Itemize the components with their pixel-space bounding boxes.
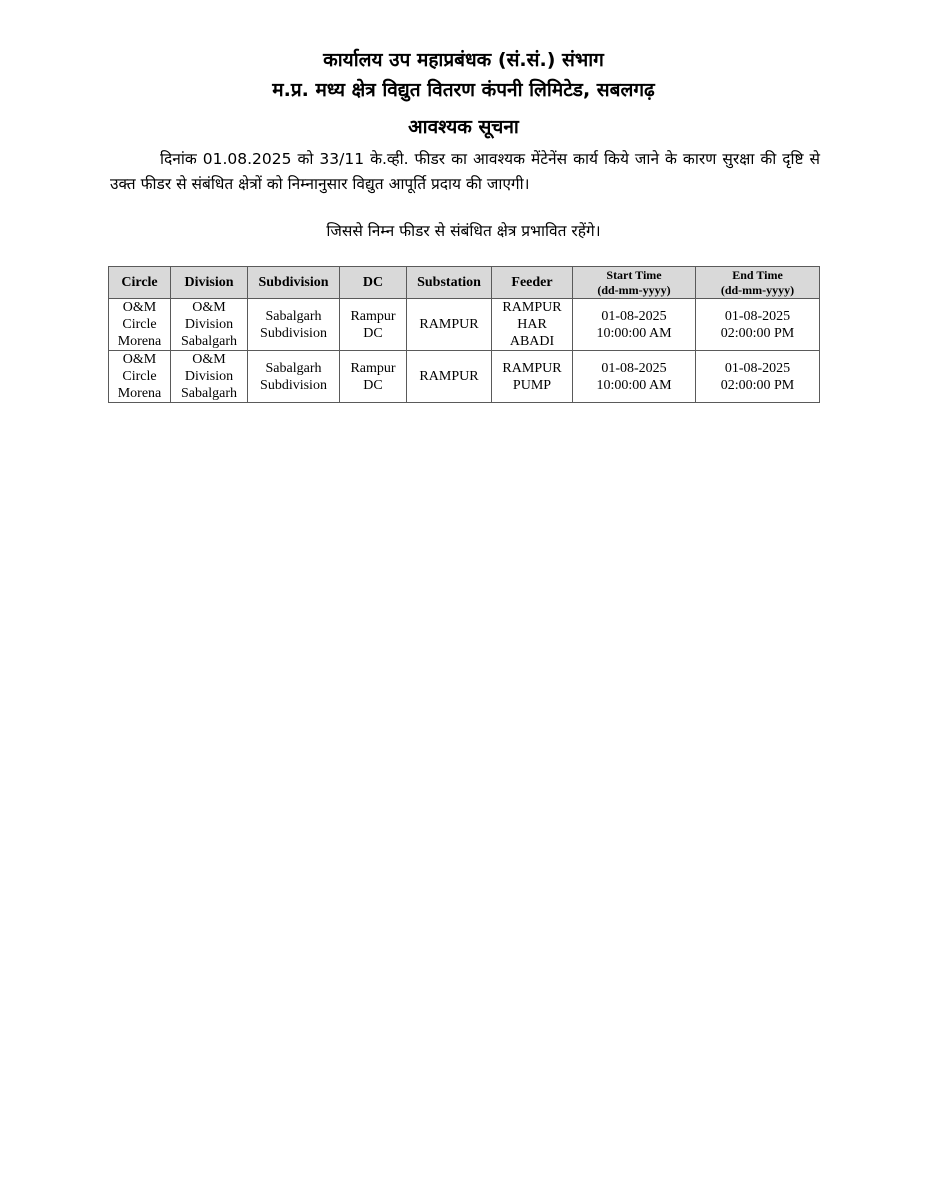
cell-line: O&M (122, 352, 157, 367)
cell-line: Sabalgarh (181, 386, 237, 401)
cell-line: 01-08-2025 (601, 309, 667, 324)
cell-line: Morena (117, 386, 162, 401)
notice-heading: आवश्यक सूचना (408, 116, 519, 138)
cell-line: Division (184, 317, 234, 332)
cell-line: HAR (517, 317, 547, 332)
cell-substation: RAMPUR (407, 299, 492, 351)
cell-line: 01-08-2025 (724, 309, 791, 324)
cell-line: O&M (122, 300, 157, 315)
cell-line: 01-08-2025 (601, 361, 667, 376)
office-title: कार्यालय उप महाप्रबंधक (सं.सं.) संभाग (323, 49, 604, 71)
company-name: म.प्र. मध्य क्षेत्र विद्युत वितरण कंपनी लिमिटेड, सबलगढ़ (272, 79, 655, 101)
cell-line: Rampur (350, 361, 396, 376)
cell-start-time (573, 299, 696, 351)
header-circle: Circle (109, 267, 171, 299)
table-header-row (109, 267, 820, 299)
cell-line: DC (363, 326, 383, 341)
cell-line: 10:00:00 AM (596, 378, 672, 393)
cell-division (171, 299, 248, 351)
cell-subdivision (248, 351, 340, 403)
cell-line: Subdivision (260, 326, 327, 341)
cell-substation: RAMPUR (407, 351, 492, 403)
header-end-time-format: (dd-mm-yyyy) (720, 282, 795, 297)
cell-dc (340, 299, 407, 351)
cell-line: Sabalgarh (265, 309, 322, 324)
table-row (109, 299, 820, 351)
header-substation: Substation (407, 267, 492, 299)
header-feeder: Feeder (492, 267, 573, 299)
cell-line: Division (184, 369, 234, 384)
header-start-time-label: Start Time (606, 267, 662, 282)
table-row (109, 351, 820, 403)
cell-line: O&M (192, 300, 226, 315)
cell-line: RAMPUR (502, 361, 562, 376)
cell-line: Rampur (350, 309, 396, 324)
cell-division (171, 351, 248, 403)
cell-line: 10:00:00 AM (596, 326, 672, 341)
cell-feeder (492, 351, 573, 403)
cell-circle (109, 299, 171, 351)
cell-line: ABADI (509, 334, 555, 349)
cell-subdivision (248, 299, 340, 351)
cell-line: O&M (192, 352, 226, 367)
notice-paragraph: दिनांक 01.08.2025 को 33/11 के.व्ही. फीडर का आवश्यक मेंटेनेंस कार्य किये जाने के कारण सुरक्षा की दृष्टि से उक्त फीडर से संबंधित क्षेत्रों को निम्नानुसार विद्युत आपूर्ति प्रदाय की जाएगी। (110, 150, 820, 193)
cell-line: RAMPUR (502, 300, 562, 315)
cell-line: Circle (122, 369, 157, 384)
header-division: Division (171, 267, 248, 299)
header-start-time-format: (dd-mm-yyyy) (597, 282, 671, 297)
cell-line: 02:00:00 PM (720, 378, 795, 393)
cell-line: Morena (117, 334, 162, 349)
cell-start-time (573, 351, 696, 403)
cell-end-time (696, 351, 820, 403)
header-end-time-label: End Time (732, 267, 783, 282)
cell-dc (340, 351, 407, 403)
header-subdivision: Subdivision (248, 267, 340, 299)
shutdown-schedule-table (108, 266, 820, 403)
cell-line: Subdivision (260, 378, 327, 393)
affected-areas-line: जिससे निम्न फीडर से संबंधित क्षेत्र प्रभावित रहेंगे। (326, 222, 601, 240)
cell-end-time (696, 299, 820, 351)
cell-line: DC (363, 378, 383, 393)
header-end-time (696, 267, 820, 299)
header-start-time (573, 267, 696, 299)
cell-line: Sabalgarh (265, 361, 322, 376)
cell-circle (109, 351, 171, 403)
cell-line: Circle (122, 317, 157, 332)
header-dc: DC (340, 267, 407, 299)
cell-line: Sabalgarh (181, 334, 237, 349)
cell-line: PUMP (512, 378, 552, 393)
cell-line: 01-08-2025 (724, 361, 791, 376)
cell-feeder (492, 299, 573, 351)
cell-line: 02:00:00 PM (720, 326, 795, 341)
